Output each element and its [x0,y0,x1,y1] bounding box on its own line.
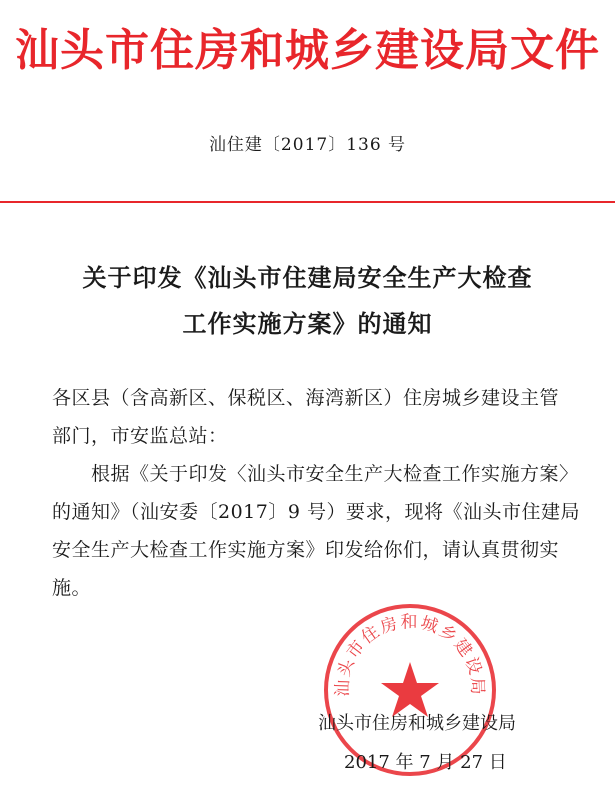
signature-date: 2017 年 7 月 27 日 [344,752,507,773]
document-number: 汕住建〔2017〕136 号 [208,135,407,155]
body-line-4: 的通知》（汕安委〔2017〕9 号）要求，现将《汕头市住建局 [52,501,580,523]
notice-title-line-1: 关于印发《汕头市住建局安全生产大检查 [82,263,533,292]
body-line-5: 安全生产大检查工作实施方案》印发给你们，请认真贯彻实 [52,539,560,561]
body-line-6: 施。 [52,577,92,599]
notice-title-line-2: 工作实施方案》的通知 [182,309,433,338]
red-divider-line [0,201,615,203]
body-line-1: 各区县（含高新区、保税区、海湾新区）住房城乡建设主管 [52,387,560,409]
seal-text: 汕头市住房和城乡建设局 [332,612,488,697]
body-line-2: 部门，市安监总站： [52,425,228,447]
document-header-title: 汕头市住房和城乡建设局文件 [15,25,600,76]
body-line-3: 根据《关于印发〈汕头市安全生产大检查工作实施方案〉 [91,463,579,485]
signature-organization: 汕头市住房和城乡建设局 [318,713,516,734]
